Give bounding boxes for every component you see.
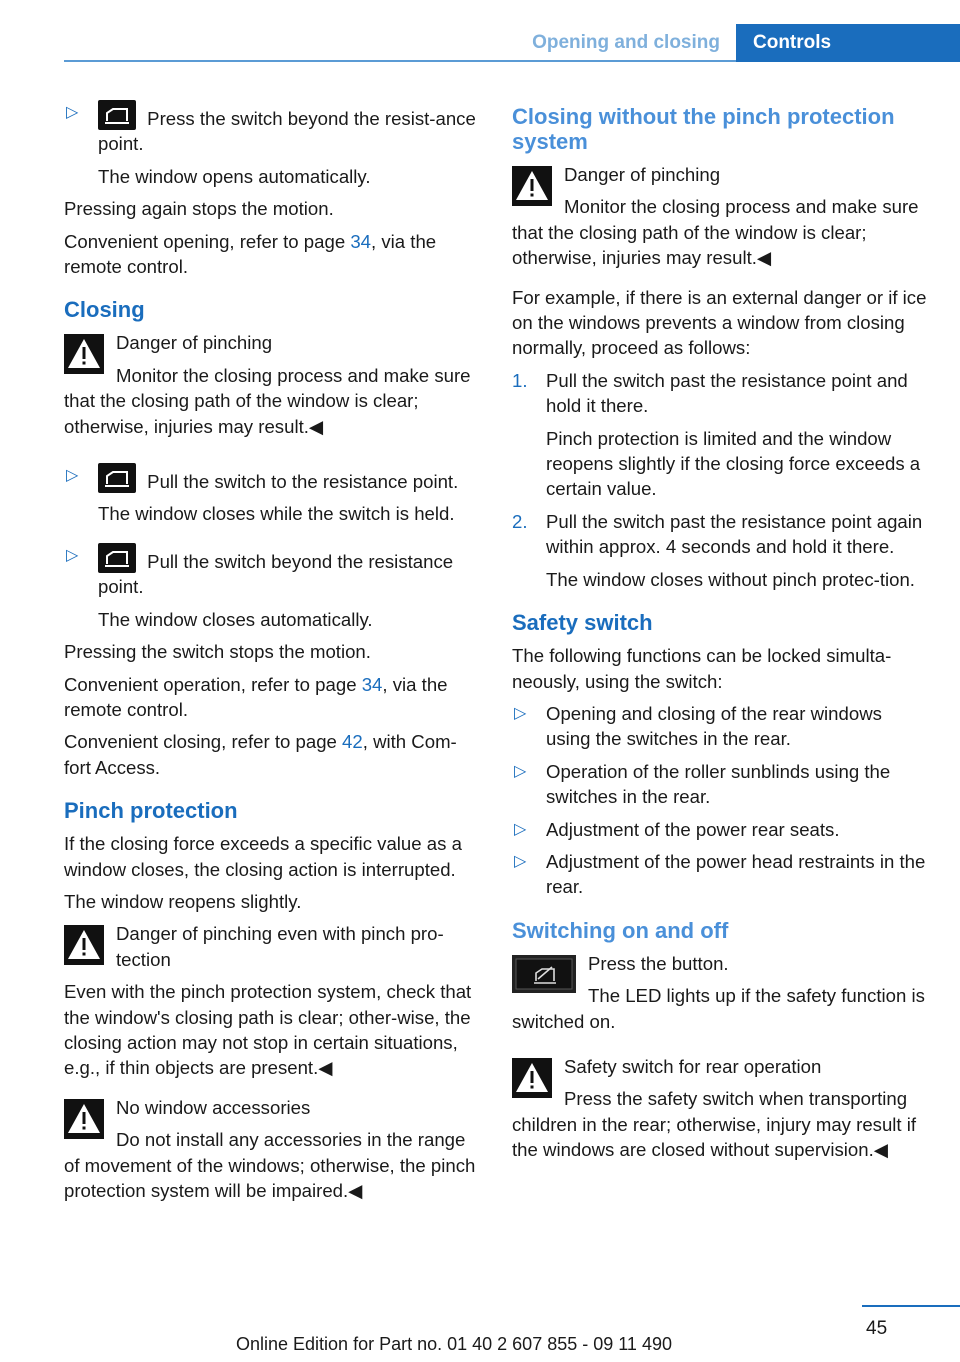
warning-title: Danger of pinching	[564, 164, 721, 185]
section-title: Opening and closing	[532, 32, 720, 53]
paragraph	[64, 672, 482, 723]
left-column	[64, 100, 482, 1217]
warning-triangle-icon	[512, 1058, 552, 1098]
warning-box	[64, 1095, 482, 1204]
paragraph	[64, 729, 482, 780]
text: , via the remote control.	[64, 673, 448, 720]
warning-box	[64, 330, 482, 439]
paragraph	[64, 229, 482, 280]
warning-title: Safety switch for rear operation	[564, 1055, 822, 1077]
triangle-right-icon: ▷	[514, 852, 527, 870]
bullet-sub: The window opens automatically.	[98, 165, 371, 187]
step-number: 2.	[512, 510, 528, 532]
bullet-sub: The window closes while the switch is held.	[98, 503, 455, 525]
warning-triangle-icon	[64, 1099, 104, 1139]
window-switch-icon	[98, 543, 136, 573]
paragraph: For example, if there is an external danger or if ice on the windows prevents a window from closing normally, proceed as follows:	[512, 286, 927, 359]
triangle-right-icon: ▷	[66, 104, 79, 121]
paragraph: Pressing the switch stops the motion.	[64, 641, 371, 663]
step-text: Pull the switch past the resistance point again within approx. 4 seconds and hold it there.	[546, 510, 923, 558]
paragraph: Pressing again stops the motion.	[64, 198, 334, 220]
bullet-text: Opening and closing of the rear windows using the switches in the rear.	[546, 702, 882, 750]
warning-title: Danger of pinching even with pinch pro-tection	[116, 923, 444, 970]
warning-triangle-icon	[64, 925, 104, 965]
warning-triangle-icon	[64, 334, 104, 374]
paragraph: If the closing force exceeds a specific value as a window closes, the closing action is interrupted.	[64, 833, 462, 880]
triangle-right-icon: ▷	[66, 546, 79, 564]
warning-box	[512, 162, 930, 271]
list-item	[512, 759, 930, 810]
bullet-sub: The window closes automatically.	[98, 608, 373, 630]
warning-box	[64, 921, 482, 1080]
heading-closing: Closing	[64, 297, 145, 323]
bullet-text: Adjustment of the power head restraints in the rear.	[546, 850, 926, 898]
text: Convenient operation, refer to page	[64, 673, 362, 695]
triangle-right-icon: ▷	[66, 467, 79, 485]
list-item	[512, 509, 930, 560]
bullet-text: Operation of the roller sunblinds using the switches in the rear.	[546, 760, 891, 808]
list-item	[512, 701, 930, 752]
list-item	[512, 849, 930, 900]
list-item	[512, 817, 930, 842]
page-header	[0, 24, 960, 62]
bullet-text: Press the switch beyond the resist-ance point.	[98, 108, 476, 155]
warning-text: Do not install any accessories in the range of movement of the windows; otherwise, the pinch protection system will be impaired.◀	[64, 1129, 476, 1201]
step-text: Pull the switch past the resistance point and hold it there.	[546, 369, 908, 417]
text: Convenient closing, refer to page	[64, 731, 343, 753]
chapter-tab: Controls	[736, 24, 960, 62]
warning-box	[512, 1054, 930, 1163]
step-sub: Pinch protection is limited and the window reopens slightly if the closing force exceeds a certain value.	[546, 427, 921, 500]
warning-title: No window accessories	[116, 1096, 311, 1118]
window-switch-icon	[98, 100, 136, 130]
bullet-text: Pull the switch beyond the resistance point.	[98, 550, 454, 598]
heading-switching-on-off: Switching on and off	[512, 917, 729, 943]
button-instruction: Press the button.	[588, 952, 729, 974]
triangle-right-icon: ▷	[514, 704, 527, 722]
button-description	[512, 951, 930, 1034]
text: , with Com-fort Access.	[64, 731, 457, 778]
triangle-right-icon: ▷	[514, 820, 527, 838]
paragraph: The following functions can be locked simulta-neously, using the switch:	[512, 645, 892, 692]
page-link[interactable]: 34	[350, 230, 372, 252]
list-item	[64, 463, 482, 494]
button-note: The LED lights up if the safety function is switched on.	[512, 985, 925, 1032]
list-item	[512, 368, 930, 419]
page-number: 45	[866, 1318, 888, 1339]
step-sub: The window closes without pinch protec-tion.	[546, 568, 915, 590]
bullet-text: Adjustment of the power rear seats.	[546, 818, 840, 840]
bullet-text: Pull the switch to the resistance point.	[142, 471, 459, 493]
right-column	[512, 100, 930, 1177]
page-link[interactable]: 42	[342, 731, 363, 753]
warning-title: Danger of pinching	[116, 332, 273, 354]
page-link[interactable]: 34	[361, 673, 383, 695]
list-item	[64, 543, 482, 600]
heading-closing-without-pinch: Closing without the pinch protection system	[512, 104, 895, 154]
warning-text: Monitor the closing process and make sure that the closing path of the window is clear; otherwise, injuries may result.◀	[512, 196, 919, 269]
triangle-right-icon: ▷	[514, 762, 527, 780]
warning-text: Monitor the closing process and make sure that the closing path of the window is clear; otherwise, injuries may result.◀	[64, 364, 471, 437]
warning-text: Press the safety switch when transporting children in the rear; otherwise, injury may result if the windows are closed without supervision.◀	[512, 1088, 917, 1161]
header-rule	[64, 60, 736, 62]
warning-triangle-icon	[512, 166, 552, 206]
footer-rule	[862, 1305, 960, 1307]
heading-pinch-protection: Pinch protection	[64, 798, 238, 824]
window-switch-icon	[98, 463, 136, 493]
paragraph: The window reopens slightly.	[64, 890, 302, 912]
edition-note: Online Edition for Part no. 01 40 2 607 855 - 09 11 490	[236, 1334, 672, 1354]
safety-switch-button-icon	[512, 955, 576, 993]
step-number: 1.	[512, 369, 528, 391]
list-item	[64, 100, 482, 157]
text: Convenient opening, refer to page	[64, 230, 351, 252]
warning-text: Even with the pinch protection system, check that the window's closing path is clear; other-wise, the closing action may not stop in certain situations, e.g., if thin objects are present.◀	[64, 981, 472, 1079]
text: , via the remote control.	[64, 230, 437, 278]
heading-safety-switch: Safety switch	[512, 610, 653, 636]
